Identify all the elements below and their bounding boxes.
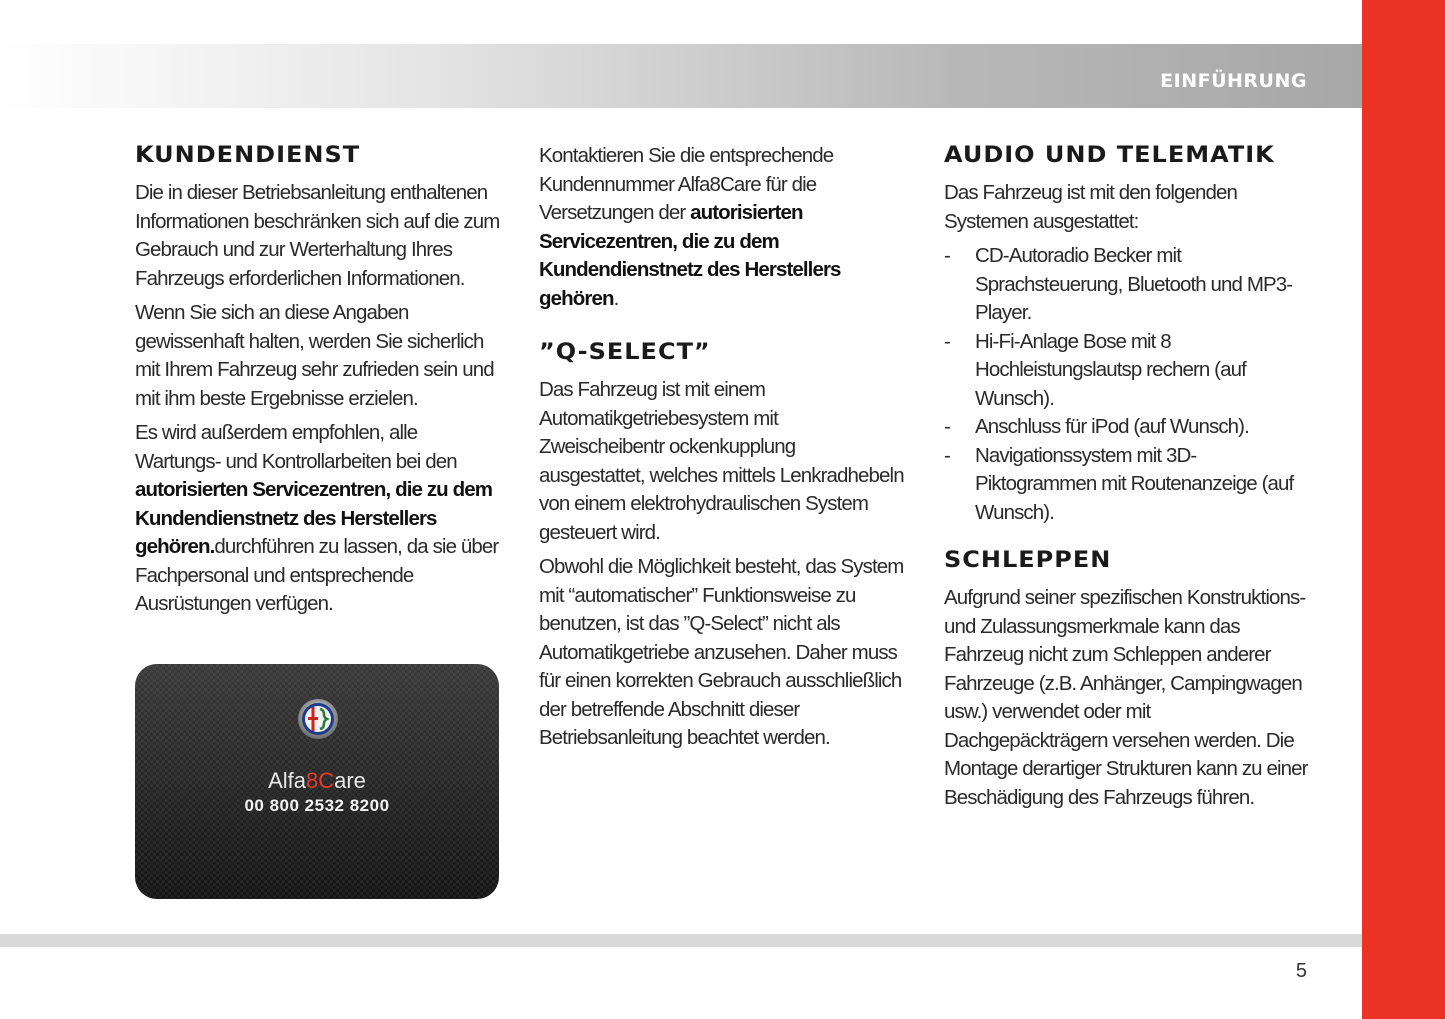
alfa-romeo-emblem-icon: [297, 698, 339, 740]
section-label: EINFÜHRUNG: [1160, 70, 1307, 92]
list-item-text: Navigationssystem mit 3D-Piktogrammen mit Routenanzeige (auf Wunsch).: [975, 443, 1294, 524]
list-item: - Anschluss für iPod (auf Wunsch).: [944, 415, 1249, 438]
text-run: Kontaktieren Sie die entsprechende Kundennummer Alfa8Care für die Versetzungen der: [539, 144, 834, 224]
paragraph: Das Fahrzeug ist mit den folgenden Systemen ausgestattet:: [944, 181, 1238, 233]
alfa8care-card-image: [135, 664, 499, 899]
equipment-list: [944, 242, 1314, 527]
column-audio-telematics: [944, 142, 1314, 818]
brand-prefix: Alfa: [268, 768, 306, 793]
section-title-q-select: ”Q-SELECT”: [539, 339, 711, 365]
paragraph: Die in dieser Betriebsanleitung enthaltenen Informationen beschränken sich auf die zum Gebrauch und zur Werterhaltung Ihres Fahrzeugs erforderlichen Informationen.: [135, 181, 500, 290]
brand-suffix: are: [334, 768, 366, 793]
text-run: Es wird außerdem empfohlen, alle Wartungs- und Kontrollarbeiten bei den: [135, 421, 457, 473]
list-item-text: CD-Autoradio Becker mit Sprachsteuerung, Bluetooth und MP3-Player.: [975, 244, 1293, 324]
card-brand-name: [135, 768, 499, 794]
bold-text: autorisierten Servicezentren, die zu dem Kundendienstnetz des Herstellers gehören: [539, 201, 841, 310]
list-item-text: Anschluss für iPod (auf Wunsch).: [975, 415, 1249, 438]
paragraph: [135, 419, 505, 619]
paragraph: Obwohl die Möglichkeit besteht, das System mit “automatischer” Funktionsweise zu benutzen, ist das ”Q-Select” nicht als Automatikgetriebe anzusehen. Daher muss für einen korrekten Gebrauch ausschließlich der betreffende Abschnitt dieser Betriebsanleitung beachtet werden.: [539, 555, 904, 749]
card-phone-number: 00 800 2532 8200: [244, 796, 390, 815]
section-title-towing: SCHLEPPEN: [944, 547, 1112, 573]
paragraph: [539, 142, 904, 313]
spacer: [539, 319, 904, 339]
page-number: 5: [1295, 960, 1307, 982]
section-title-audio-telematics: AUDIO UND TELEMATIK: [944, 142, 1275, 168]
paragraph: Aufgrund seiner spezifischen Konstruktions- und Zulassungsmerkmale kann das Fahrzeug nicht zum Schleppen anderer Fahrzeuge (z.B. Anhänger, Campingwagen usw.) verwendet oder mit Dachgepäckträgern versehen werden. Die Montage derartiger Strukturen kann zu einer Beschädigung des Fahrzeugs führen.: [944, 586, 1308, 809]
text-run: durchführen zu lassen, da sie über Fachpersonal und entsprechende Ausrüstungen verfügen.: [135, 535, 499, 615]
column-q-select: [539, 142, 904, 759]
paragraph: Wenn Sie sich an diese Angaben gewissenhaft halten, werden Sie sicherlich mit Ihrem Fahrzeug sehr zufrieden sein und mit ihm beste Ergebnisse erzielen.: [135, 301, 494, 410]
bold-text: autorisierten Servicezentren, die zu dem Kundendienstnetz des Herstellers gehören.: [135, 478, 493, 558]
brand-accent: 8C: [306, 768, 335, 793]
side-tab-bar: [1362, 0, 1445, 1019]
column-customer-service: [135, 142, 505, 625]
header-band: [0, 44, 1362, 108]
list-item-text: Hi-Fi-Anlage Bose mit 8 Hochleistungslautsp rechern (auf Wunsch).: [975, 329, 1246, 410]
list-item: - Navigationssystem mit 3D-Piktogrammen mit Routenanzeige (auf Wunsch).: [944, 443, 1294, 524]
text-run: .: [613, 286, 619, 310]
list-item: - Hi-Fi-Anlage Bose mit 8 Hochleistungslautsp rechern (auf Wunsch).: [944, 329, 1246, 410]
paragraph: Das Fahrzeug ist mit einem Automatikgetriebesystem mit Zweischeibentr ockenkupplung ausgestattet, welches mittels Lenkradhebeln von einem elektrohydraulischen System gesteuert wird.: [539, 378, 904, 544]
footer-band: [0, 934, 1362, 947]
list-item: - CD-Autoradio Becker mit Sprachsteuerung, Bluetooth und MP3-Player.: [944, 244, 1293, 324]
section-title-customer-service: KUNDENDIENST: [135, 142, 361, 168]
